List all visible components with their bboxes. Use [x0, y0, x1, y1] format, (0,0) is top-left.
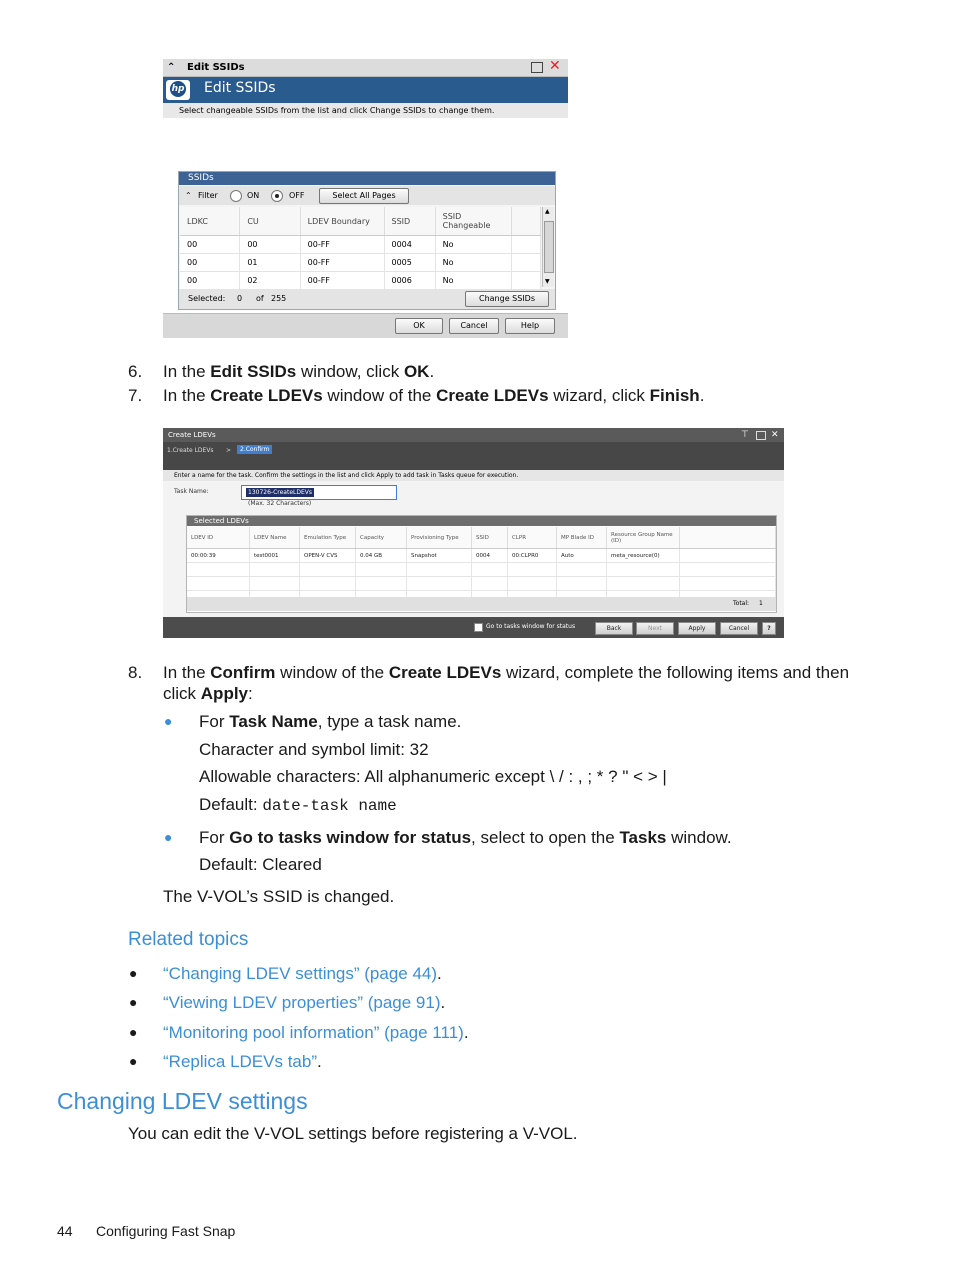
- selected-ldevs-panel: [186, 515, 777, 613]
- go-to-tasks-default: Default: Cleared: [199, 855, 322, 874]
- step-8-line-2: click Apply:: [163, 684, 253, 703]
- pin-icon[interactable]: ⊤: [741, 430, 749, 440]
- cell-ldev-boundary: 00-FF: [300, 272, 384, 290]
- bullet-icon: ●: [129, 965, 138, 981]
- selected-ldevs-table: [187, 527, 776, 605]
- cell-ldkc: 00: [180, 272, 240, 290]
- cell-clpr: 00:CLPR0: [508, 549, 557, 563]
- cell-ssid: 0005: [384, 254, 435, 272]
- related-item: “Changing LDEV settings” (page 44).: [163, 964, 442, 983]
- column-header[interactable]: SSID: [472, 527, 508, 549]
- cell-filler: [680, 549, 776, 563]
- crumb-step-2: 2.Confirm: [237, 445, 272, 454]
- table-row[interactable]: [187, 549, 776, 563]
- ok-button[interactable]: OK: [395, 318, 443, 334]
- cell-ssid-changeable: No: [435, 254, 512, 272]
- bullet-icon: ●: [129, 1024, 138, 1040]
- step-7: In the Create LDEVs window of the Create LDEVs wizard, click Finish.: [163, 386, 705, 405]
- crumb-step-1[interactable]: 1.Create LDEVs: [167, 447, 214, 454]
- table-row[interactable]: [180, 272, 541, 290]
- crumb-separator: >: [226, 447, 232, 454]
- column-header[interactable]: Provisioning Type: [407, 527, 472, 549]
- column-header-filler: [680, 527, 776, 549]
- total-count: 255: [271, 294, 287, 303]
- filter-off-label: OFF: [289, 191, 305, 200]
- cell-ldev-id: 00:00:39: [187, 549, 250, 563]
- related-item: “Viewing LDEV properties” (page 91).: [163, 993, 446, 1012]
- scroll-up-icon[interactable]: ▲: [545, 208, 550, 215]
- step-7-number: 7.: [128, 386, 143, 405]
- selection-bar: [179, 289, 555, 309]
- bullet-icon: ●: [164, 713, 173, 729]
- select-all-pages-button[interactable]: Select All Pages: [319, 188, 409, 204]
- total-value: 1: [759, 600, 763, 607]
- step-8-line-1: In the Confirm window of the Create LDEVs wizard, complete the following items and then: [163, 663, 850, 682]
- window-footer: [163, 313, 568, 338]
- change-ssids-button[interactable]: Change SSIDs: [465, 291, 549, 307]
- related-topics-heading: Related topics: [128, 929, 249, 950]
- related-item: “Monitoring pool information” (page 111).: [163, 1023, 469, 1042]
- cell-capacity: 0.04 GB: [356, 549, 407, 563]
- filter-off-radio[interactable]: [271, 190, 283, 202]
- task-name-hint: (Max. 32 Characters): [248, 500, 312, 507]
- wizard-breadcrumb: [163, 442, 784, 470]
- table-row-empty: [187, 563, 776, 577]
- cell-cu: 02: [240, 272, 300, 290]
- column-header[interactable]: CU: [240, 207, 300, 236]
- selected-count: 0: [237, 294, 243, 303]
- cell-ssid: 0004: [472, 549, 508, 563]
- cell-ldev-boundary: 00-FF: [300, 254, 384, 272]
- column-header[interactable]: LDEV Boundary: [300, 207, 384, 236]
- table-row[interactable]: [180, 254, 541, 272]
- step-8-number: 8.: [128, 663, 143, 682]
- bullet-icon: ●: [164, 829, 173, 845]
- related-link[interactable]: “Changing LDEV settings” (page 44): [163, 964, 438, 983]
- banner-title: Edit SSIDs: [204, 80, 276, 96]
- cell-ldkc: 00: [180, 236, 240, 254]
- table-row[interactable]: [180, 236, 541, 254]
- maximize-icon[interactable]: [531, 62, 543, 73]
- bullet-task-name: For Task Name, type a task name.: [199, 712, 462, 731]
- cell-mp-blade-id: Auto: [557, 549, 607, 563]
- column-header[interactable]: CLPR: [508, 527, 557, 549]
- maximize-icon[interactable]: [756, 431, 766, 440]
- filter-on-radio[interactable]: [230, 190, 242, 202]
- instruction-text: Enter a name for the task. Confirm the settings in the list and click Apply to add task in Tasks queue for execution.: [174, 472, 519, 479]
- ssids-panel: [178, 171, 556, 310]
- panel-header: Selected LDEVs: [187, 516, 776, 526]
- scroll-thumb[interactable]: [544, 221, 554, 273]
- filter-label: Filter: [198, 191, 218, 200]
- ssids-table: [180, 207, 541, 290]
- step-6: In the Edit SSIDs window, click OK.: [163, 362, 435, 381]
- edit-ssids-window: [163, 59, 568, 337]
- section-heading: Changing LDEV settings: [57, 1088, 308, 1114]
- help-button[interactable]: Help: [505, 318, 555, 334]
- column-header-filler: [512, 207, 541, 236]
- window-footer: [163, 617, 784, 638]
- char-limit: Character and symbol limit: 32: [199, 740, 429, 759]
- column-header[interactable]: MP Blade ID: [557, 527, 607, 549]
- cell-ldkc: 00: [180, 254, 240, 272]
- collapse-icon[interactable]: ⌃: [167, 62, 176, 73]
- column-header[interactable]: LDEV ID: [187, 527, 250, 549]
- window-titlebar: [163, 428, 784, 442]
- cell-cu: 01: [240, 254, 300, 272]
- window-title: Create LDEVs: [168, 431, 216, 439]
- cell-filler: [512, 236, 541, 254]
- cell-filler: [512, 272, 541, 290]
- cell-filler: [512, 254, 541, 272]
- go-to-tasks-checkbox[interactable]: [474, 623, 483, 632]
- filter-bar: [179, 186, 555, 205]
- bullet-icon: ●: [129, 1053, 138, 1069]
- filter-collapse-icon[interactable]: ⌃: [185, 191, 192, 200]
- cell-ssid-changeable: No: [435, 236, 512, 254]
- cell-ssid: 0006: [384, 272, 435, 290]
- column-header[interactable]: SSID: [384, 207, 435, 236]
- apply-button[interactable]: Apply: [678, 622, 716, 635]
- column-header[interactable]: Resource Group Name (ID): [607, 527, 680, 549]
- bullet-icon: ●: [129, 994, 138, 1010]
- create-ldevs-window: [163, 428, 784, 638]
- column-header[interactable]: LDEV Name: [250, 527, 300, 549]
- column-header[interactable]: LDKC: [180, 207, 240, 236]
- task-name-input[interactable]: 130726-CreateLDEVs: [241, 485, 397, 500]
- related-link[interactable]: “Replica LDEVs tab”: [163, 1052, 318, 1071]
- close-icon[interactable]: ✕: [771, 430, 779, 440]
- cell-emulation-type: OPEN-V CVS: [300, 549, 356, 563]
- cancel-button[interactable]: Cancel: [449, 318, 499, 334]
- table-row-empty: [187, 577, 776, 591]
- panel-header: SSIDs: [179, 172, 555, 185]
- cell-ldev-boundary: 00-FF: [300, 236, 384, 254]
- next-button[interactable]: Next: [636, 622, 674, 635]
- allowed-chars: Allowable characters: All alphanumeric except \ / : , ; * ? " < > |: [199, 767, 667, 786]
- window-banner: [163, 77, 568, 103]
- of-label: of: [256, 294, 264, 303]
- related-link[interactable]: “Monitoring pool information” (page 111): [163, 1023, 464, 1042]
- total-label: Total:: [733, 600, 750, 607]
- related-item: “Replica LDEVs tab”.: [163, 1052, 322, 1071]
- table-header-row: [187, 527, 776, 549]
- back-button[interactable]: Back: [595, 622, 633, 635]
- step-6-number: 6.: [128, 362, 143, 381]
- result-text: The V-VOL’s SSID is changed.: [163, 887, 395, 906]
- instruction-text: Select changeable SSIDs from the list and click Change SSIDs to change them.: [179, 106, 495, 115]
- column-header[interactable]: Emulation Type: [300, 527, 356, 549]
- table-scrollbar[interactable]: [542, 207, 554, 287]
- window-titlebar: [163, 59, 568, 77]
- bullet-go-to-tasks: For Go to tasks window for status, select to open the Tasks window.: [199, 828, 732, 847]
- column-header[interactable]: SSID Changeable: [435, 207, 512, 236]
- close-icon[interactable]: ✕: [549, 58, 561, 74]
- instruction-bar: [163, 103, 568, 118]
- cancel-button[interactable]: Cancel: [720, 622, 758, 635]
- cell-ssid-changeable: No: [435, 272, 512, 290]
- task-default: Default: date-task name: [199, 795, 397, 815]
- filter-on-label: ON: [247, 191, 260, 200]
- table-header-row: [180, 207, 541, 236]
- total-bar: [187, 597, 776, 611]
- instruction-bar: [163, 470, 784, 481]
- task-name-label: Task Name:: [174, 488, 209, 495]
- section-body: You can edit the V-VOL settings before registering a V-VOL.: [128, 1124, 578, 1143]
- cell-resource-group: meta_resource(0): [607, 549, 680, 563]
- scroll-down-icon[interactable]: ▼: [545, 278, 550, 285]
- cell-ssid: 0004: [384, 236, 435, 254]
- column-header[interactable]: Capacity: [356, 527, 407, 549]
- chapter-title: Configuring Fast Snap: [96, 1223, 236, 1239]
- hp-logo: hp: [166, 80, 190, 100]
- page-number: 44: [57, 1223, 73, 1239]
- cell-ldev-name: test0001: [250, 549, 300, 563]
- help-button[interactable]: ?: [762, 622, 776, 635]
- cell-provisioning-type: Snapshot: [407, 549, 472, 563]
- selected-label: Selected:: [188, 294, 226, 303]
- related-link[interactable]: “Viewing LDEV properties” (page 91): [163, 993, 441, 1012]
- go-to-tasks-label: Go to tasks window for status: [486, 623, 576, 630]
- cell-cu: 00: [240, 236, 300, 254]
- window-title: Edit SSIDs: [187, 62, 245, 73]
